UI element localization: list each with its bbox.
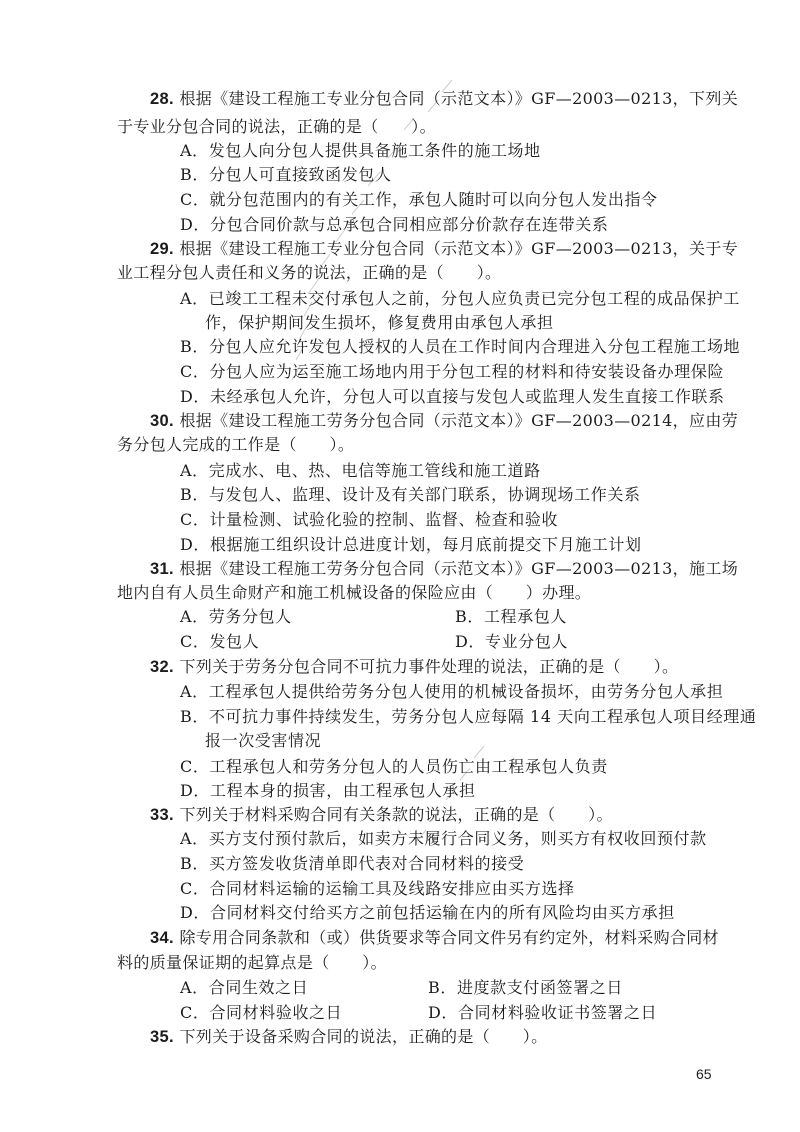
question-34-option-c: C．合同材料验收之日 xyxy=(180,1003,343,1022)
question-32-option-a: A．工程承包人提供给劳务分包人使用的机械设备损坏，由劳务分包人承担 xyxy=(180,682,724,701)
question-33-option-c: C．合同材料运输的运输工具及线路安排应由买方选择 xyxy=(180,879,575,898)
question-32-option-b-cont: 报一次受害情况 xyxy=(205,731,322,750)
question-31-option-b: B．工程承包人 xyxy=(455,607,567,626)
question-33-option-a: A．买方支付预付款后，如卖方未履行合同义务，则买方有权收回预付款 xyxy=(180,829,707,848)
question-33-option-b: B．买方签发收货清单即代表对合同材料的接受 xyxy=(180,854,525,873)
question-29-line-1: 29. 根据《建设工程施工专业分包合同（示范文本）》GF—2003—0213，关于专 xyxy=(150,239,739,258)
question-28-line-1: 28. 根据《建设工程施工专业分包合同（示范文本）》GF—2003—0213，下列关 xyxy=(150,89,739,108)
question-32-option-d: D．工程本身的损害，由工程承包人承担 xyxy=(180,781,476,800)
question-33-option-d: D．合同材料交付给买方之前包括运输在内的所有风险均由买方承担 xyxy=(180,903,675,922)
question-31-option-a: A．劳务分包人 xyxy=(180,607,292,626)
question-28-option-c: C．就分包范围内的有关工作，承包人随时可以向分包人发出指令 xyxy=(180,190,658,209)
question-28-option-a: A．发包人向分包人提供具备施工条件的施工场地 xyxy=(180,141,541,160)
question-31-line-2: 地内自有人员生命财产和施工机械设备的保险应由（ ）办理。 xyxy=(117,583,592,602)
question-28-option-d: D．分包合同价款与总承包合同相应部分价款存在连带关系 xyxy=(180,215,609,234)
question-28-option-b: B．分包人可直接致函发包人 xyxy=(180,165,392,184)
question-28-line-2: 于专业分包合同的说法，正确的是（ ）。 xyxy=(117,117,437,136)
question-31-option-d: D．专业分包人 xyxy=(455,632,569,651)
question-34-line-1: 34. 除专用合同条款和（或）供货要求等合同文件另有约定外，材料采购合同材 xyxy=(150,928,719,947)
question-34-option-b: B．进度款支付函签署之日 xyxy=(428,978,623,997)
page-number: 65 xyxy=(696,1066,712,1082)
question-29-option-a-cont: 作，保护期间发生损坏，修复费用由承包人承担 xyxy=(205,313,554,332)
question-29-option-b: B．分包人应允许发包人授权的人员在工作时间内合理进入分包工程施工场地 xyxy=(180,337,741,356)
question-30-option-c: C．计量检测、试验化验的控制、监督、检查和验收 xyxy=(180,510,559,529)
question-30-option-d: D．根据施工组织设计总进度计划，每月底前提交下月施工计划 xyxy=(180,535,642,554)
question-34-option-a: A．合同生效之日 xyxy=(180,978,309,997)
question-29-option-d: D．未经承包人允许，分包人可以直接与发包人或监理人发生直接工作联系 xyxy=(180,387,725,406)
question-30-line-2: 务分包人完成的工作是（ ）。 xyxy=(117,435,355,454)
question-31-option-c: C．发包人 xyxy=(180,632,260,651)
question-32-option-b: B．不可抗力事件持续发生，劳务分包人应每隔 14 天向工程承包人项目经理通 xyxy=(180,707,757,726)
question-32-line-1: 32. 下列关于劳务分包合同不可抗力事件处理的说法，正确的是（ ）。 xyxy=(150,657,679,676)
question-29-option-a: A．已竣工工程未交付承包人之前，分包人应负责已完分包工程的成品保护工 xyxy=(180,289,740,308)
question-31-line-1: 31. 根据《建设工程施工劳务分包合同（示范文本）》GF—2003—0213，施工场 xyxy=(150,559,739,578)
question-29-option-c: C．分包人应为运至施工场地内用于分包工程的材料和待安装设备办理保险 xyxy=(180,362,725,381)
question-33-line-1: 33. 下列关于材料采购合同有关条款的说法，正确的是（ ）。 xyxy=(150,805,613,824)
question-32-option-c: C．工程承包人和劳务分包人的人员伤亡由工程承包人负责 xyxy=(180,757,608,776)
question-30-line-1: 30. 根据《建设工程施工劳务分包合同（示范文本）》GF—2003—0214，应由劳 xyxy=(150,411,739,430)
question-30-option-b: B．与发包人、监理、设计及有关部门联系，协调现场工作关系 xyxy=(180,485,641,504)
question-35-line-1: 35. 下列关于设备采购合同的说法，正确的是（ ）。 xyxy=(150,1027,548,1046)
question-34-line-2: 料的质量保证期的起算点是（ ）。 xyxy=(117,953,387,972)
question-29-line-2: 业工程分包人责任和义务的说法，正确的是（ ）。 xyxy=(117,263,502,282)
question-34-option-d: D．合同材料验收证书签署之日 xyxy=(428,1003,658,1022)
question-30-option-a: A．完成水、电、热、电信等施工管线和施工道路 xyxy=(180,461,541,480)
